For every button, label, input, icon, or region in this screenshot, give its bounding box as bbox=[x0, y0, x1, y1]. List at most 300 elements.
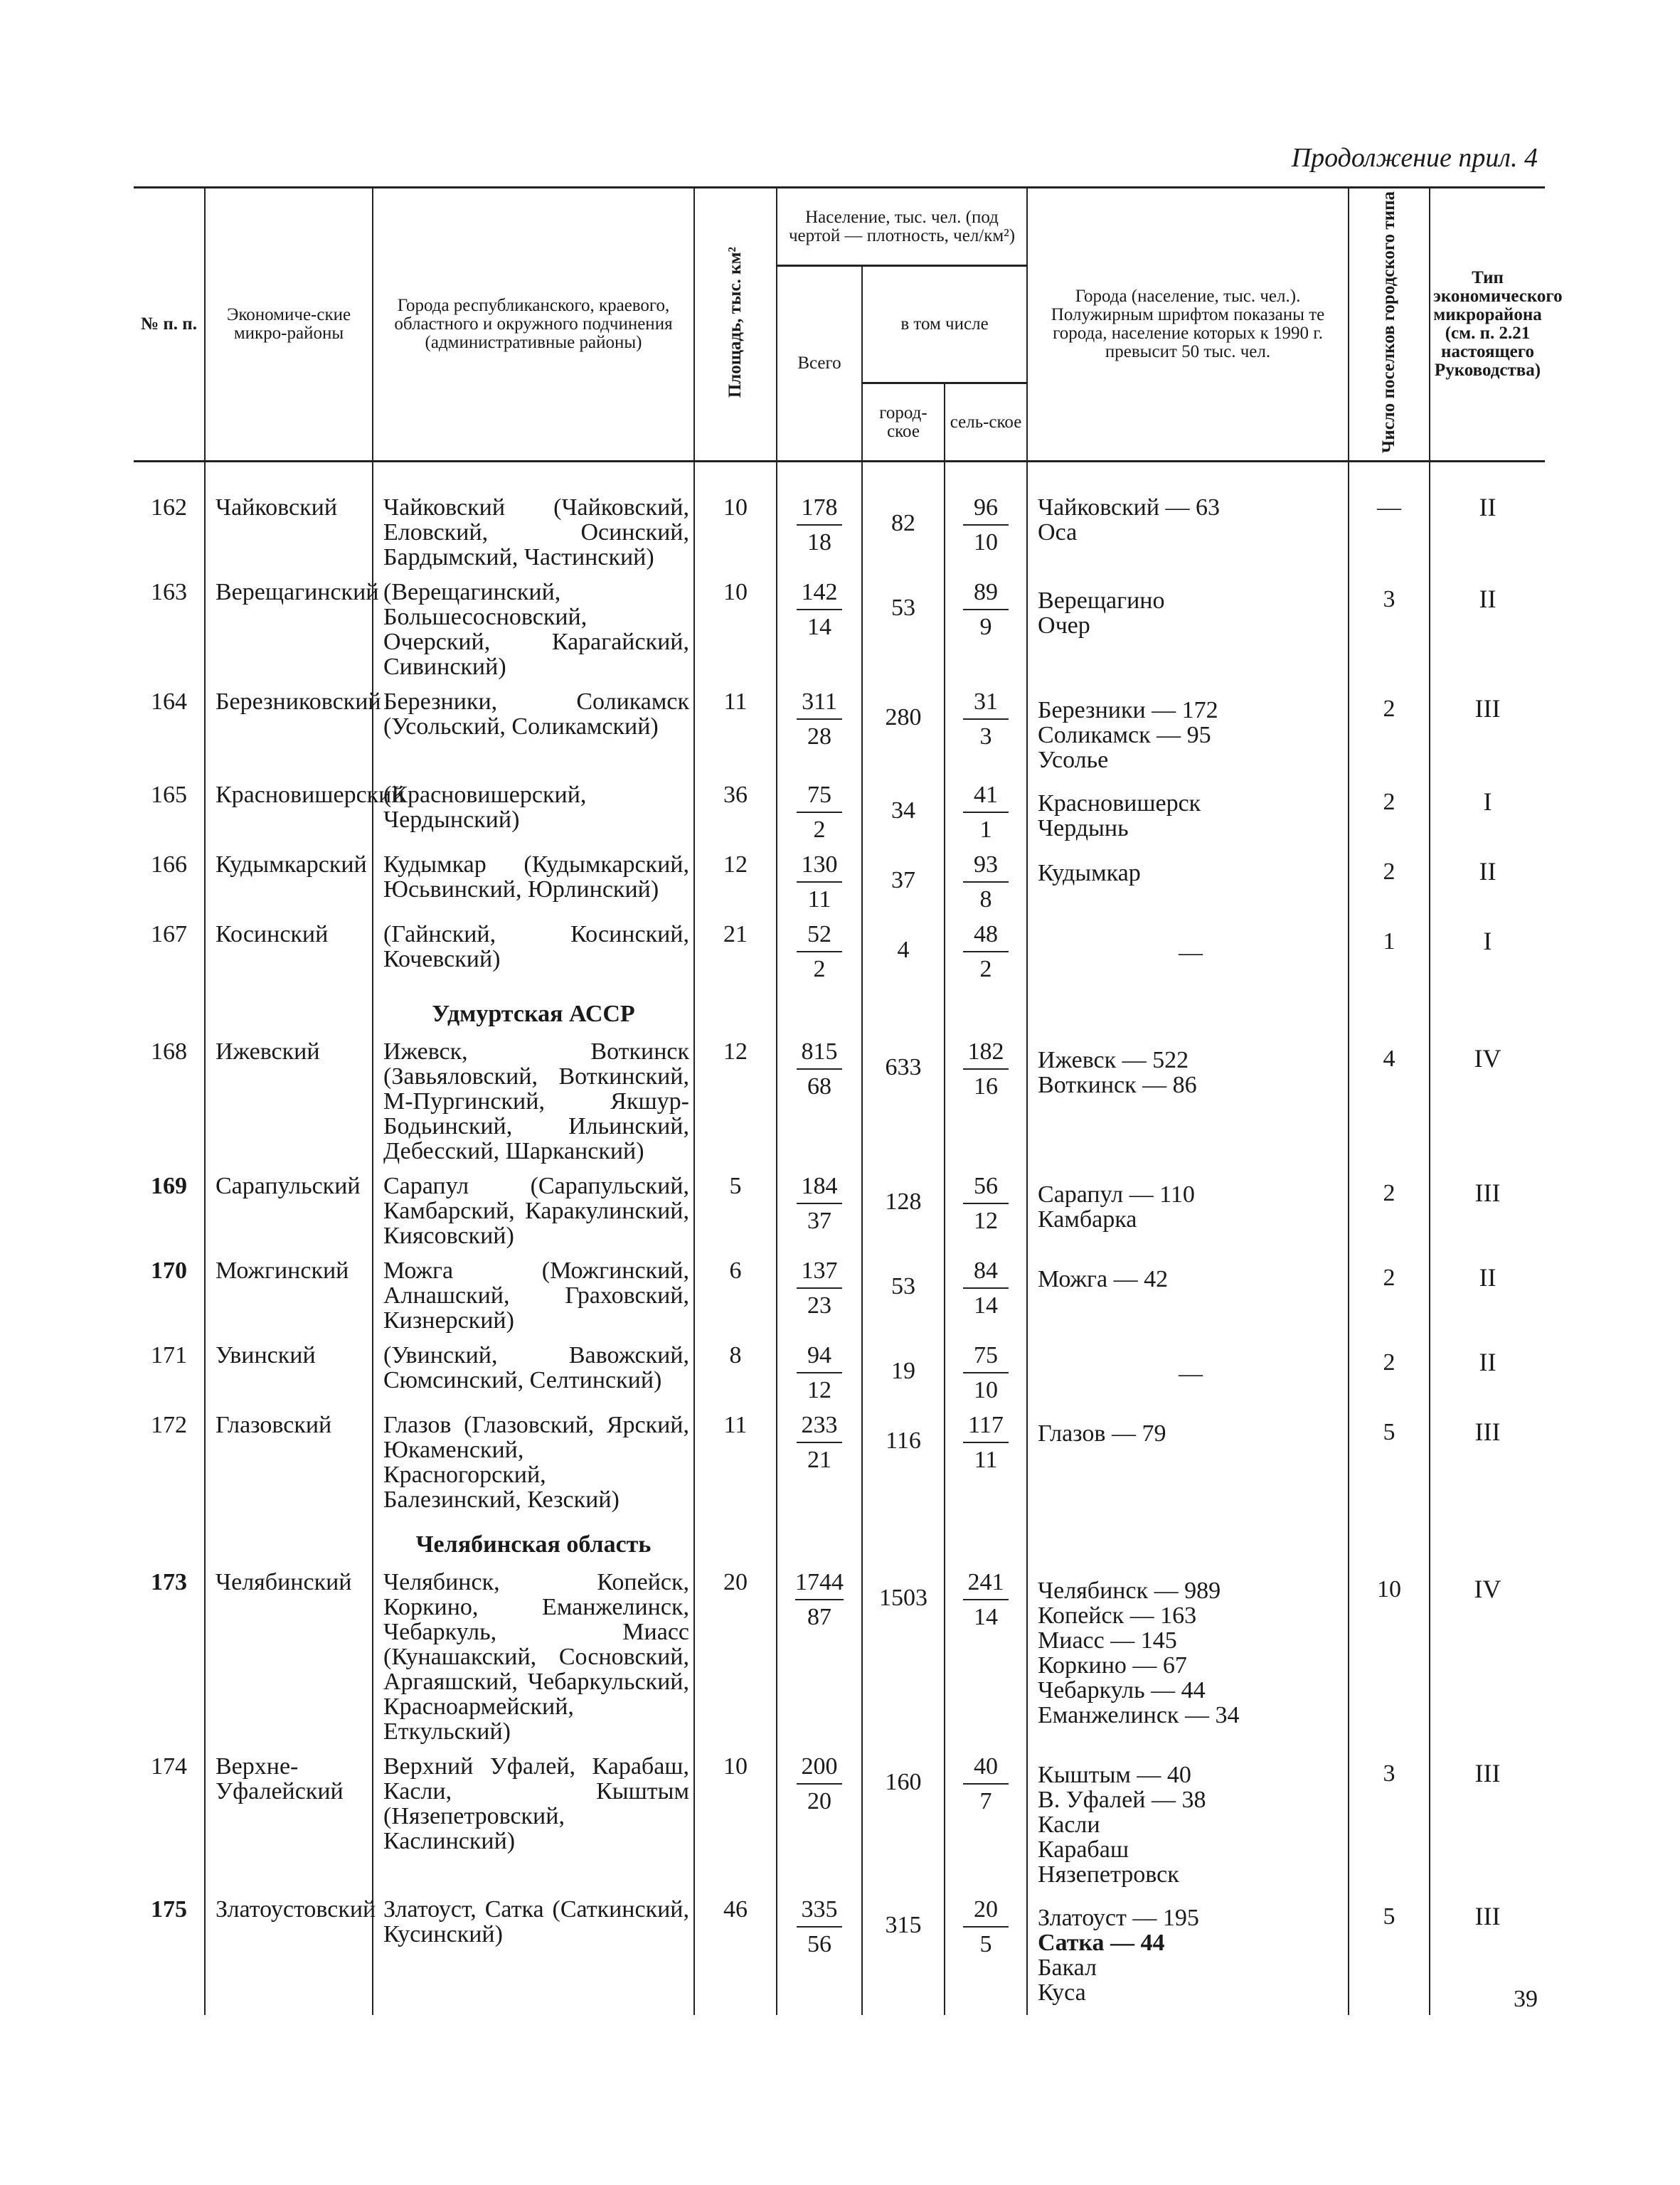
header-cities: Города республиканского, краевого, областного и окружного подчинения (административные районы) bbox=[373, 188, 694, 462]
population-rural: 93 bbox=[963, 852, 1009, 883]
rural-density: 2 bbox=[979, 956, 992, 983]
header-total: Всего bbox=[777, 266, 862, 462]
big-city-entry: Чайковский — 63 bbox=[1038, 494, 1221, 521]
big-city-entry: Красновишерск bbox=[1038, 790, 1201, 817]
population-total: 200 bbox=[797, 1754, 842, 1785]
settlements-count-cell bbox=[1349, 462, 1430, 580]
population-rural: 241 bbox=[963, 1570, 1009, 1600]
microregion-name: Верещагинский bbox=[205, 580, 373, 689]
big-cities-list bbox=[1027, 689, 1349, 782]
population-total: 52 bbox=[797, 922, 842, 952]
cities-and-districts: Сарапул (Сарапульский, Камбарский, Каракулинский, Киясовский) bbox=[373, 1174, 694, 1258]
cities-and-districts: Можга (Можгинский, Алнашский, Граховский, Кизнерский) bbox=[373, 1258, 694, 1343]
settlements-count-cell bbox=[1349, 852, 1430, 922]
settlements-count-cell bbox=[1349, 1570, 1430, 1754]
area-value: 8 bbox=[694, 1343, 777, 1413]
population-density: 14 bbox=[807, 614, 831, 641]
population-rural-cell bbox=[945, 1174, 1027, 1258]
row-number: 169 bbox=[151, 1173, 187, 1200]
population-rural: 56 bbox=[963, 1174, 1009, 1204]
population-urban-cell bbox=[862, 1897, 945, 2015]
population-urban-cell bbox=[862, 1174, 945, 1258]
big-city-entry: Челябинск — 989 bbox=[1038, 1578, 1221, 1605]
settlements-count-cell bbox=[1349, 782, 1430, 852]
settlements-count-cell bbox=[1349, 580, 1430, 689]
header-population: Население, тыс. чел. (под чертой — плотность, чел/км²) bbox=[777, 188, 1027, 266]
cities-and-districts: (Красновишерский, Чердынский) bbox=[373, 782, 694, 852]
population-rural-cell bbox=[945, 1570, 1027, 1754]
row-number: 162 bbox=[151, 494, 187, 521]
header-urban: город-ское bbox=[862, 383, 945, 462]
cities-and-districts: Чайковский (Чайковский, Еловский, Осинский, Бардымский, Частинский) bbox=[373, 462, 694, 580]
population-rural-cell bbox=[945, 1897, 1027, 2015]
microregion-type: III bbox=[1474, 1759, 1501, 1788]
population-urban-cell bbox=[862, 922, 945, 992]
table-row bbox=[134, 1343, 1545, 1413]
population-urban: 280 bbox=[885, 704, 922, 731]
row-number: 166 bbox=[151, 851, 187, 878]
big-cities-list bbox=[1027, 922, 1349, 992]
fraction bbox=[797, 580, 842, 639]
cities-and-districts: (Верещагинский, Большесосновский, Очерский, Карагайский, Сивинский) bbox=[373, 580, 694, 689]
population-rural-cell bbox=[945, 852, 1027, 922]
area-value: 10 bbox=[694, 1754, 777, 1897]
big-cities-list bbox=[1027, 1754, 1349, 1897]
settlements-count: 2 bbox=[1383, 858, 1395, 886]
settlements-count: 10 bbox=[1377, 1576, 1402, 1603]
population-urban: 160 bbox=[885, 1769, 922, 1796]
microregion-name: Сарапульский bbox=[205, 1174, 373, 1258]
big-city-entry: Оса bbox=[1038, 519, 1078, 546]
region-empty-cell bbox=[694, 1522, 777, 1570]
microregion-type-cell bbox=[1430, 580, 1545, 689]
row-number: 175 bbox=[151, 1896, 187, 1923]
population-urban-cell bbox=[862, 689, 945, 782]
fraction bbox=[797, 1897, 842, 1957]
big-city-entry: Чердынь bbox=[1038, 815, 1129, 842]
population-rural: 48 bbox=[963, 922, 1009, 952]
microregion-type: III bbox=[1474, 1418, 1501, 1447]
population-total: 137 bbox=[797, 1258, 842, 1289]
table-row bbox=[134, 852, 1545, 922]
population-total-cell bbox=[777, 689, 862, 782]
region-empty-cell bbox=[1430, 992, 1545, 1039]
population-urban: 34 bbox=[891, 797, 915, 824]
big-city-entry: Камбарка bbox=[1038, 1206, 1137, 1233]
microregion-type-cell bbox=[1430, 1413, 1545, 1522]
area-value: 11 bbox=[694, 689, 777, 782]
continuation-note: Продолжение прил. 4 bbox=[1291, 143, 1538, 173]
population-total: 142 bbox=[797, 580, 842, 610]
population-rural-cell bbox=[945, 922, 1027, 992]
microregion-type: III bbox=[1474, 1179, 1501, 1208]
row-number: 172 bbox=[151, 1412, 187, 1439]
population-urban: 128 bbox=[885, 1189, 922, 1216]
big-city-entry: Соликамск — 95 bbox=[1038, 722, 1211, 749]
population-urban: 82 bbox=[891, 510, 915, 537]
table-row bbox=[134, 689, 1545, 782]
settlements-count-cell bbox=[1349, 922, 1430, 992]
big-city-entry: Очер bbox=[1038, 612, 1090, 639]
big-city-entry: Касли bbox=[1038, 1812, 1100, 1839]
header-microregion: Экономиче-ские микро-районы bbox=[205, 188, 373, 462]
table-row bbox=[134, 1570, 1545, 1754]
fraction bbox=[963, 852, 1009, 912]
region-empty-cell bbox=[205, 1522, 373, 1570]
population-total: 178 bbox=[797, 495, 842, 526]
cities-and-districts: Глазов (Глазовский, Ярский, Юкаменский, Красногорский, Балезинский, Кезский) bbox=[373, 1413, 694, 1522]
microregion-name: Глазовский bbox=[205, 1413, 373, 1522]
microregion-type: II bbox=[1479, 1348, 1496, 1377]
population-total: 94 bbox=[797, 1343, 842, 1373]
region-empty-cell bbox=[205, 992, 373, 1039]
microregion-type: IV bbox=[1474, 1575, 1501, 1604]
big-city-entry: В. Уфалей — 38 bbox=[1038, 1787, 1206, 1814]
region-empty-cell bbox=[862, 992, 945, 1039]
microregion-type-cell bbox=[1430, 1258, 1545, 1343]
table-row bbox=[134, 1174, 1545, 1258]
population-urban-cell bbox=[862, 462, 945, 580]
big-city-entry: Воткинск — 86 bbox=[1038, 1072, 1197, 1099]
big-city-entry: Карабаш bbox=[1038, 1836, 1129, 1864]
population-urban-cell bbox=[862, 1754, 945, 1897]
big-cities-list bbox=[1027, 1897, 1349, 2015]
rural-density: 11 bbox=[974, 1447, 998, 1474]
population-rural-cell bbox=[945, 462, 1027, 580]
microregion-type: III bbox=[1474, 1902, 1501, 1931]
population-rural-cell bbox=[945, 1754, 1027, 1897]
settlements-count: 1 bbox=[1383, 928, 1395, 955]
fraction bbox=[963, 580, 1009, 639]
population-urban-cell bbox=[862, 1258, 945, 1343]
big-city-entry: Куса bbox=[1038, 1979, 1086, 2006]
settlements-count-cell bbox=[1349, 1413, 1430, 1522]
cities-and-districts: Верхний Уфалей, Карабаш, Касли, Кыштым (Нязепетровский, Каслинский) bbox=[373, 1754, 694, 1897]
region-empty-cell bbox=[945, 992, 1027, 1039]
fraction bbox=[963, 1570, 1009, 1630]
big-city-entry: — bbox=[1179, 1361, 1203, 1388]
settlements-count: 3 bbox=[1383, 1760, 1395, 1787]
population-total: 311 bbox=[797, 689, 842, 720]
population-total-cell bbox=[777, 1897, 862, 2015]
header-type: Тип экономического микрорайона (см. п. 2.21 настоящего Руководства) bbox=[1430, 188, 1545, 462]
population-density: 18 bbox=[807, 529, 831, 556]
microregion-type: II bbox=[1479, 493, 1496, 522]
population-total: 815 bbox=[797, 1039, 842, 1070]
big-cities-list bbox=[1027, 1343, 1349, 1413]
row-number: 171 bbox=[151, 1342, 187, 1369]
settlements-count-cell bbox=[1349, 689, 1430, 782]
population-total-cell bbox=[777, 462, 862, 580]
microregion-type: IV bbox=[1474, 1044, 1501, 1073]
rural-density: 10 bbox=[974, 1377, 998, 1404]
big-cities-list bbox=[1027, 1570, 1349, 1754]
population-density: 21 bbox=[807, 1447, 831, 1474]
population-total: 1744 bbox=[795, 1570, 844, 1600]
population-density: 12 bbox=[807, 1377, 831, 1404]
fraction bbox=[963, 1897, 1009, 1957]
population-rural-cell bbox=[945, 1039, 1027, 1174]
settlements-count: — bbox=[1377, 494, 1402, 521]
population-rural: 40 bbox=[963, 1754, 1009, 1785]
population-rural: 31 bbox=[963, 689, 1009, 720]
population-rural-cell bbox=[945, 689, 1027, 782]
population-density: 37 bbox=[807, 1208, 831, 1235]
population-density: 2 bbox=[813, 956, 826, 983]
table-row bbox=[134, 782, 1545, 852]
big-city-entry: Сарапул — 110 bbox=[1038, 1181, 1195, 1208]
population-rural-cell bbox=[945, 1343, 1027, 1413]
fraction bbox=[963, 1174, 1009, 1233]
region-empty-cell bbox=[694, 992, 777, 1039]
big-city-entry: Глазов — 79 bbox=[1038, 1420, 1166, 1447]
population-urban: 37 bbox=[891, 867, 915, 894]
big-cities-list bbox=[1027, 462, 1349, 580]
microregion-type: I bbox=[1483, 787, 1492, 817]
region-empty-cell bbox=[134, 1522, 205, 1570]
population-rural: 96 bbox=[963, 495, 1009, 526]
population-rural-cell bbox=[945, 580, 1027, 689]
settlements-count-cell bbox=[1349, 1174, 1430, 1258]
big-city-entry: — bbox=[1179, 940, 1203, 967]
population-rural: 75 bbox=[963, 1343, 1009, 1373]
population-urban: 53 bbox=[891, 595, 915, 622]
big-city-entry: Ижевск — 522 bbox=[1038, 1047, 1189, 1074]
population-rural: 182 bbox=[963, 1039, 1009, 1070]
header-incl: в том числе bbox=[862, 266, 1027, 383]
settlements-count-cell bbox=[1349, 1754, 1430, 1897]
cities-and-districts: Кудымкар (Кудымкарский, Юсьвинский, Юрлинский) bbox=[373, 852, 694, 922]
big-cities-list bbox=[1027, 1258, 1349, 1343]
area-value: 20 bbox=[694, 1570, 777, 1754]
row-number: 167 bbox=[151, 921, 187, 948]
microregion-name: Березниковский bbox=[205, 689, 373, 782]
settlements-count-cell bbox=[1349, 1343, 1430, 1413]
big-cities-list bbox=[1027, 1413, 1349, 1522]
fraction bbox=[963, 495, 1009, 555]
region-empty-cell bbox=[1027, 992, 1349, 1039]
microregion-type: II bbox=[1479, 585, 1496, 614]
population-urban: 116 bbox=[886, 1428, 921, 1455]
table-body bbox=[134, 462, 1545, 2016]
region-empty-cell bbox=[777, 992, 862, 1039]
population-urban-cell bbox=[862, 852, 945, 922]
population-rural-cell bbox=[945, 1413, 1027, 1522]
population-total-cell bbox=[777, 1258, 862, 1343]
fraction bbox=[963, 782, 1009, 842]
big-city-entry: Березники — 172 bbox=[1038, 697, 1218, 724]
table-row bbox=[134, 1039, 1545, 1174]
settlements-count: 2 bbox=[1383, 696, 1395, 723]
big-cities-list bbox=[1027, 1174, 1349, 1258]
fraction bbox=[797, 1754, 842, 1814]
big-city-entry: Верещагино bbox=[1038, 588, 1165, 615]
region-empty-cell bbox=[1349, 1522, 1430, 1570]
big-city-entry: Сатка — 44 bbox=[1038, 1930, 1165, 1957]
cities-and-districts: (Гайнский, Косинский, Кочевский) bbox=[373, 922, 694, 992]
big-city-entry: Копейск — 163 bbox=[1038, 1602, 1197, 1630]
population-rural: 117 bbox=[963, 1413, 1009, 1443]
big-city-entry: Можга — 42 bbox=[1038, 1266, 1169, 1293]
area-value: 10 bbox=[694, 580, 777, 689]
rural-density: 9 bbox=[979, 614, 992, 641]
big-city-entry: Усолье bbox=[1038, 747, 1109, 774]
settlements-count: 2 bbox=[1383, 789, 1395, 816]
settlements-count: 5 bbox=[1383, 1903, 1395, 1930]
population-urban: 4 bbox=[897, 937, 910, 964]
big-cities-list bbox=[1027, 852, 1349, 922]
population-total: 130 bbox=[797, 852, 842, 883]
fraction bbox=[963, 1343, 1009, 1403]
header-area: Площадь, тыс. км² bbox=[694, 188, 777, 462]
fraction bbox=[797, 782, 842, 842]
microregion-type-cell bbox=[1430, 1343, 1545, 1413]
population-total: 335 bbox=[797, 1897, 842, 1928]
region-title: Удмуртская АССР bbox=[373, 992, 694, 1039]
row-number: 173 bbox=[151, 1569, 187, 1596]
fraction bbox=[797, 1413, 842, 1472]
population-urban-cell bbox=[862, 782, 945, 852]
population-rural: 84 bbox=[963, 1258, 1009, 1289]
population-total-cell bbox=[777, 1343, 862, 1413]
cities-and-districts: (Увинский, Вавожский, Сюмсинский, Селтинский) bbox=[373, 1343, 694, 1413]
area-value: 12 bbox=[694, 852, 777, 922]
fraction bbox=[797, 852, 842, 912]
fraction bbox=[963, 1258, 1009, 1318]
big-cities-list bbox=[1027, 1039, 1349, 1174]
big-city-entry: Златоуст — 195 bbox=[1038, 1905, 1199, 1932]
table-row bbox=[134, 1258, 1545, 1343]
population-urban: 19 bbox=[891, 1358, 915, 1385]
row-number: 163 bbox=[151, 579, 187, 606]
microregion-name: Можгинский bbox=[205, 1258, 373, 1343]
big-city-entry: Миасс — 145 bbox=[1038, 1627, 1177, 1654]
microregion-name: Ижевский bbox=[205, 1039, 373, 1174]
settlements-count-cell bbox=[1349, 1039, 1430, 1174]
big-city-entry: Бакал bbox=[1038, 1955, 1097, 1982]
row-number: 164 bbox=[151, 689, 187, 716]
row-number: 165 bbox=[151, 782, 187, 809]
rural-density: 3 bbox=[979, 723, 992, 750]
region-empty-cell bbox=[134, 992, 205, 1039]
header-rural: сель-ское bbox=[945, 383, 1027, 462]
population-total-cell bbox=[777, 1174, 862, 1258]
fraction bbox=[797, 1174, 842, 1233]
microregion-type: II bbox=[1479, 1263, 1496, 1292]
population-total-cell bbox=[777, 580, 862, 689]
big-city-entry: Еманжелинск — 34 bbox=[1038, 1702, 1240, 1729]
cities-and-districts: Ижевск, Воткинск (Завьяловский, Воткинский, М-Пургинский, Якшур-Бодьинский, Ильинский, Дебесский, Шарканский) bbox=[373, 1039, 694, 1174]
microregion-name: Красновишерский bbox=[205, 782, 373, 852]
region-heading-row bbox=[134, 992, 1545, 1039]
population-urban-cell bbox=[862, 1413, 945, 1522]
population-urban-cell bbox=[862, 1039, 945, 1174]
region-empty-cell bbox=[1027, 1522, 1349, 1570]
area-value: 21 bbox=[694, 922, 777, 992]
population-rural: 20 bbox=[963, 1897, 1009, 1928]
region-empty-cell bbox=[945, 1522, 1027, 1570]
population-urban: 53 bbox=[891, 1273, 915, 1300]
population-total: 184 bbox=[797, 1174, 842, 1204]
population-density: 20 bbox=[807, 1788, 831, 1815]
microregion-type-cell bbox=[1430, 782, 1545, 852]
rural-density: 7 bbox=[979, 1788, 992, 1815]
rural-density: 16 bbox=[974, 1073, 998, 1100]
fraction bbox=[797, 1039, 842, 1099]
settlements-count: 4 bbox=[1383, 1046, 1395, 1073]
area-value: 11 bbox=[694, 1413, 777, 1522]
table-row bbox=[134, 1897, 1545, 2015]
population-rural: 89 bbox=[963, 580, 1009, 610]
microregion-type-cell bbox=[1430, 1754, 1545, 1897]
big-city-entry: Нязепетровск bbox=[1038, 1861, 1179, 1888]
population-rural-cell bbox=[945, 1258, 1027, 1343]
fraction bbox=[797, 1343, 842, 1403]
population-density: 87 bbox=[807, 1604, 831, 1631]
population-urban-cell bbox=[862, 1570, 945, 1754]
area-value: 12 bbox=[694, 1039, 777, 1174]
area-value: 6 bbox=[694, 1258, 777, 1343]
microregion-name: Верхне-Уфалейский bbox=[205, 1754, 373, 1897]
table-row bbox=[134, 1413, 1545, 1522]
population-urban: 1503 bbox=[879, 1585, 927, 1612]
microregions-table bbox=[134, 186, 1563, 2015]
population-total: 75 bbox=[797, 782, 842, 813]
population-rural-cell bbox=[945, 782, 1027, 852]
microregion-type: I bbox=[1483, 927, 1492, 956]
rural-density: 12 bbox=[974, 1208, 998, 1235]
microregion-type-cell bbox=[1430, 852, 1545, 922]
row-number: 174 bbox=[151, 1753, 187, 1780]
cities-and-districts: Березники, Соликамск (Усольский, Соликамский) bbox=[373, 689, 694, 782]
big-cities-list bbox=[1027, 580, 1349, 689]
region-empty-cell bbox=[1349, 992, 1430, 1039]
table-row bbox=[134, 462, 1545, 580]
microregion-type: II bbox=[1479, 857, 1496, 886]
population-total-cell bbox=[777, 1039, 862, 1174]
population-total-cell bbox=[777, 852, 862, 922]
cities-and-districts: Челябинск, Копейск, Коркино, Еманжелинск, Чебаркуль, Миасс (Кунашакский, Сосновский, Аргаяшский, Чебаркульский, Красноармейский, Еткульский) bbox=[373, 1570, 694, 1754]
microregion-name: Кудымкарский bbox=[205, 852, 373, 922]
page-number: 39 bbox=[1514, 1986, 1538, 2012]
big-city-entry: Кыштым — 40 bbox=[1038, 1762, 1191, 1789]
population-total-cell bbox=[777, 782, 862, 852]
settlements-count-cell bbox=[1349, 1258, 1430, 1343]
fraction bbox=[963, 1413, 1009, 1472]
row-number: 170 bbox=[151, 1258, 187, 1285]
area-value: 5 bbox=[694, 1174, 777, 1258]
population-urban: 633 bbox=[885, 1054, 922, 1081]
microregion-name: Чайковский bbox=[205, 462, 373, 580]
population-density: 2 bbox=[813, 817, 826, 844]
big-city-entry: Коркино — 67 bbox=[1038, 1652, 1187, 1679]
area-value: 36 bbox=[694, 782, 777, 852]
big-city-entry: Чебаркуль — 44 bbox=[1038, 1677, 1206, 1704]
microregion-type-cell bbox=[1430, 1039, 1545, 1174]
table-row bbox=[134, 580, 1545, 689]
settlements-count: 3 bbox=[1383, 586, 1395, 613]
rural-density: 14 bbox=[974, 1604, 998, 1631]
microregion-type: III bbox=[1474, 694, 1501, 723]
population-density: 11 bbox=[807, 886, 831, 913]
region-empty-cell bbox=[1430, 1522, 1545, 1570]
population-urban-cell bbox=[862, 580, 945, 689]
population-urban-cell bbox=[862, 1343, 945, 1413]
area-value: 46 bbox=[694, 1897, 777, 2015]
fraction bbox=[963, 689, 1009, 749]
microregion-type-cell bbox=[1430, 922, 1545, 992]
fraction bbox=[963, 1754, 1009, 1814]
